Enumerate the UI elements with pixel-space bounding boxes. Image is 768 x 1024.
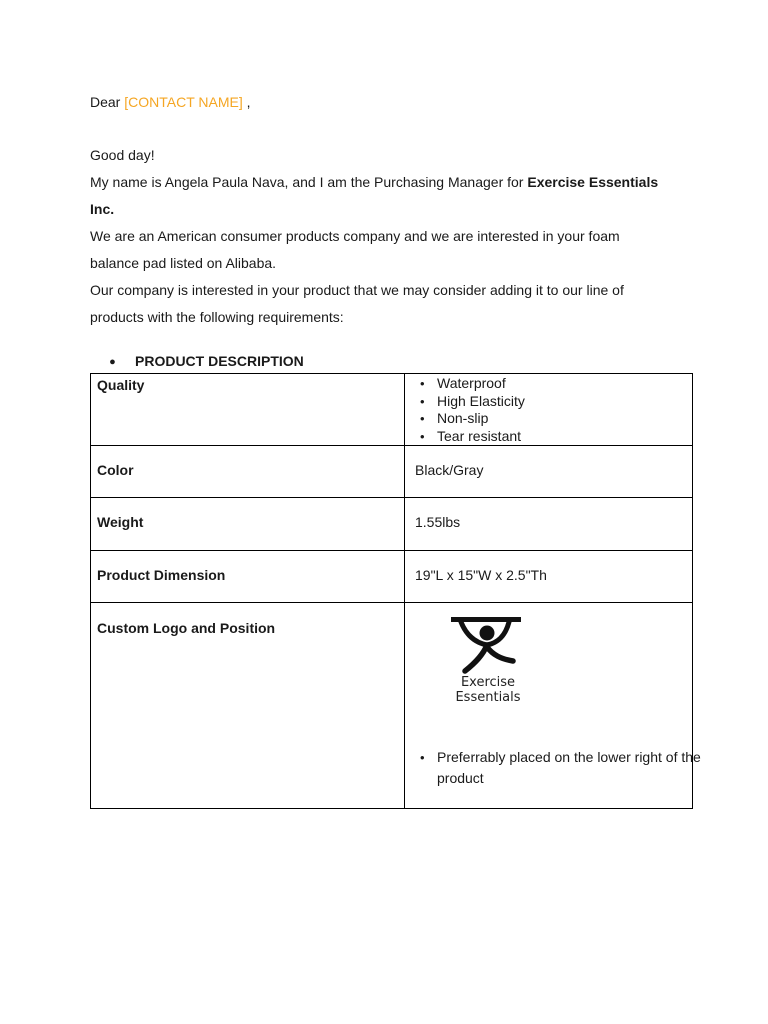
logo-placement-note: • Preferrably placed on the lower right of the product xyxy=(415,747,702,789)
table-row-logo xyxy=(91,603,693,809)
quality-label: Quality xyxy=(91,374,405,446)
good-day-line: Good day! xyxy=(90,147,155,163)
list-item: • Non-slip xyxy=(415,410,686,428)
dimension-value: 19"L x 15"W x 2.5"Th xyxy=(405,551,693,603)
dimension-label: Product Dimension xyxy=(91,551,405,603)
color-label: Color xyxy=(91,446,405,498)
product-spec-table xyxy=(90,373,701,809)
interest-paragraph: We are an American consumer products company and we are interested in your foam balance pad listed on Alibaba. xyxy=(90,228,620,271)
salutation xyxy=(90,93,251,111)
requirements-paragraph: Our company is interested in your product that we may consider adding it to our line of products with the following requirements: xyxy=(90,282,624,325)
logo-wordmark xyxy=(443,675,533,705)
table-row-dimension xyxy=(91,551,693,603)
list-item: • High Elasticity xyxy=(415,393,686,411)
quality-value xyxy=(405,374,693,446)
greeting-suffix: , xyxy=(246,94,251,110)
color-value: Black/Gray xyxy=(405,446,693,498)
contact-name-placeholder: [CONTACT NAME] xyxy=(124,94,243,110)
intro-text: My name is Angela Paula Nava, and I am the Purchasing Manager for xyxy=(90,174,528,190)
exercise-essentials-logo xyxy=(443,611,533,711)
logo-value xyxy=(405,603,701,809)
greeting-prefix: Dear xyxy=(90,94,121,110)
list-item: • Tear resistant xyxy=(415,428,686,446)
logo-label: Custom Logo and Position xyxy=(91,603,405,809)
list-item: • Waterproof xyxy=(415,375,686,393)
table-row-quality xyxy=(91,374,693,446)
logo-text-line2: Essentials xyxy=(455,690,521,705)
table-row-color xyxy=(91,446,693,498)
letter-body xyxy=(90,142,660,331)
heading-bullet: ● xyxy=(109,356,116,368)
weight-value: 1.55lbs xyxy=(405,498,693,551)
product-description-heading xyxy=(90,352,304,371)
figure-logo-icon xyxy=(443,611,533,677)
table-row-weight xyxy=(91,498,693,551)
logo-text-line1: Exercise xyxy=(460,675,516,690)
weight-label: Weight xyxy=(91,498,405,551)
quality-list xyxy=(415,375,686,445)
company-name: Exercise Essentials Inc. xyxy=(90,174,659,217)
intro-paragraph xyxy=(90,169,660,223)
heading-text: PRODUCT DESCRIPTION xyxy=(135,353,304,369)
